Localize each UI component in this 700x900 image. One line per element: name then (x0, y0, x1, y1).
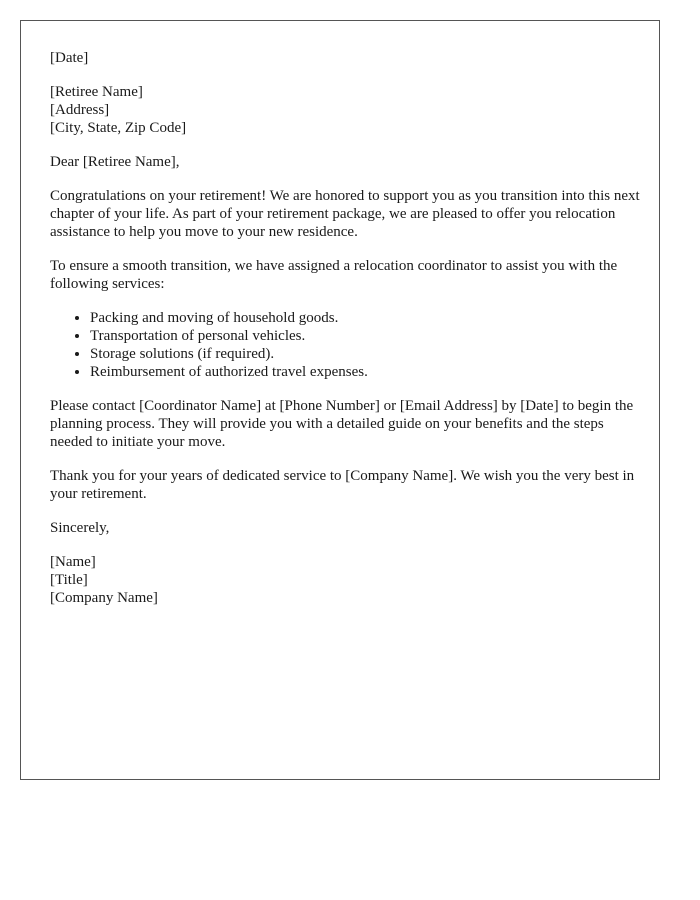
recipient-address-block (50, 83, 640, 137)
salutation: Dear [Retiree Name], (50, 154, 180, 170)
signature-name: [Name] (50, 554, 96, 570)
recipient-city-state-zip: [City, State, Zip Code] (50, 120, 187, 136)
signature-block (50, 553, 640, 607)
services-list (50, 309, 640, 381)
letter-frame (20, 20, 660, 780)
thanks-paragraph: Thank you for your years of dedicated service to [Company Name]. We wish you the very best in your retirement. (50, 468, 635, 502)
service-item: • Packing and moving of household goods. (90, 309, 640, 327)
date-line (50, 49, 640, 67)
letter-date: [Date] (50, 50, 89, 66)
recipient-address: [Address] (50, 102, 110, 118)
signature-company: [Company Name] (50, 590, 158, 606)
recipient-name: [Retiree Name] (50, 84, 143, 100)
closing: Sincerely, (50, 520, 110, 536)
service-item: • Reimbursement of authorized travel expenses. (90, 363, 640, 381)
congratulations-paragraph: Congratulations on your retirement! We are honored to support you as you transition into this next chapter of your life. As part of your retirement package, we are pleased to offer you relocation assistance to help you move to your new residence. (50, 188, 640, 240)
service-item: • Storage solutions (if required). (90, 345, 640, 363)
signature-title: [Title] (50, 572, 88, 588)
contact-paragraph: Please contact [Coordinator Name] at [Phone Number] or [Email Address] by [Date] to begin the planning process. They will provide you with a detailed guide on your benefits and the steps needed to initiate your move. (50, 398, 634, 450)
service-item: • Transportation of personal vehicles. (90, 327, 640, 345)
letter-body (50, 49, 640, 623)
coordinator-intro-paragraph: To ensure a smooth transition, we have assigned a relocation coordinator to assist you with the following services: (50, 258, 618, 292)
